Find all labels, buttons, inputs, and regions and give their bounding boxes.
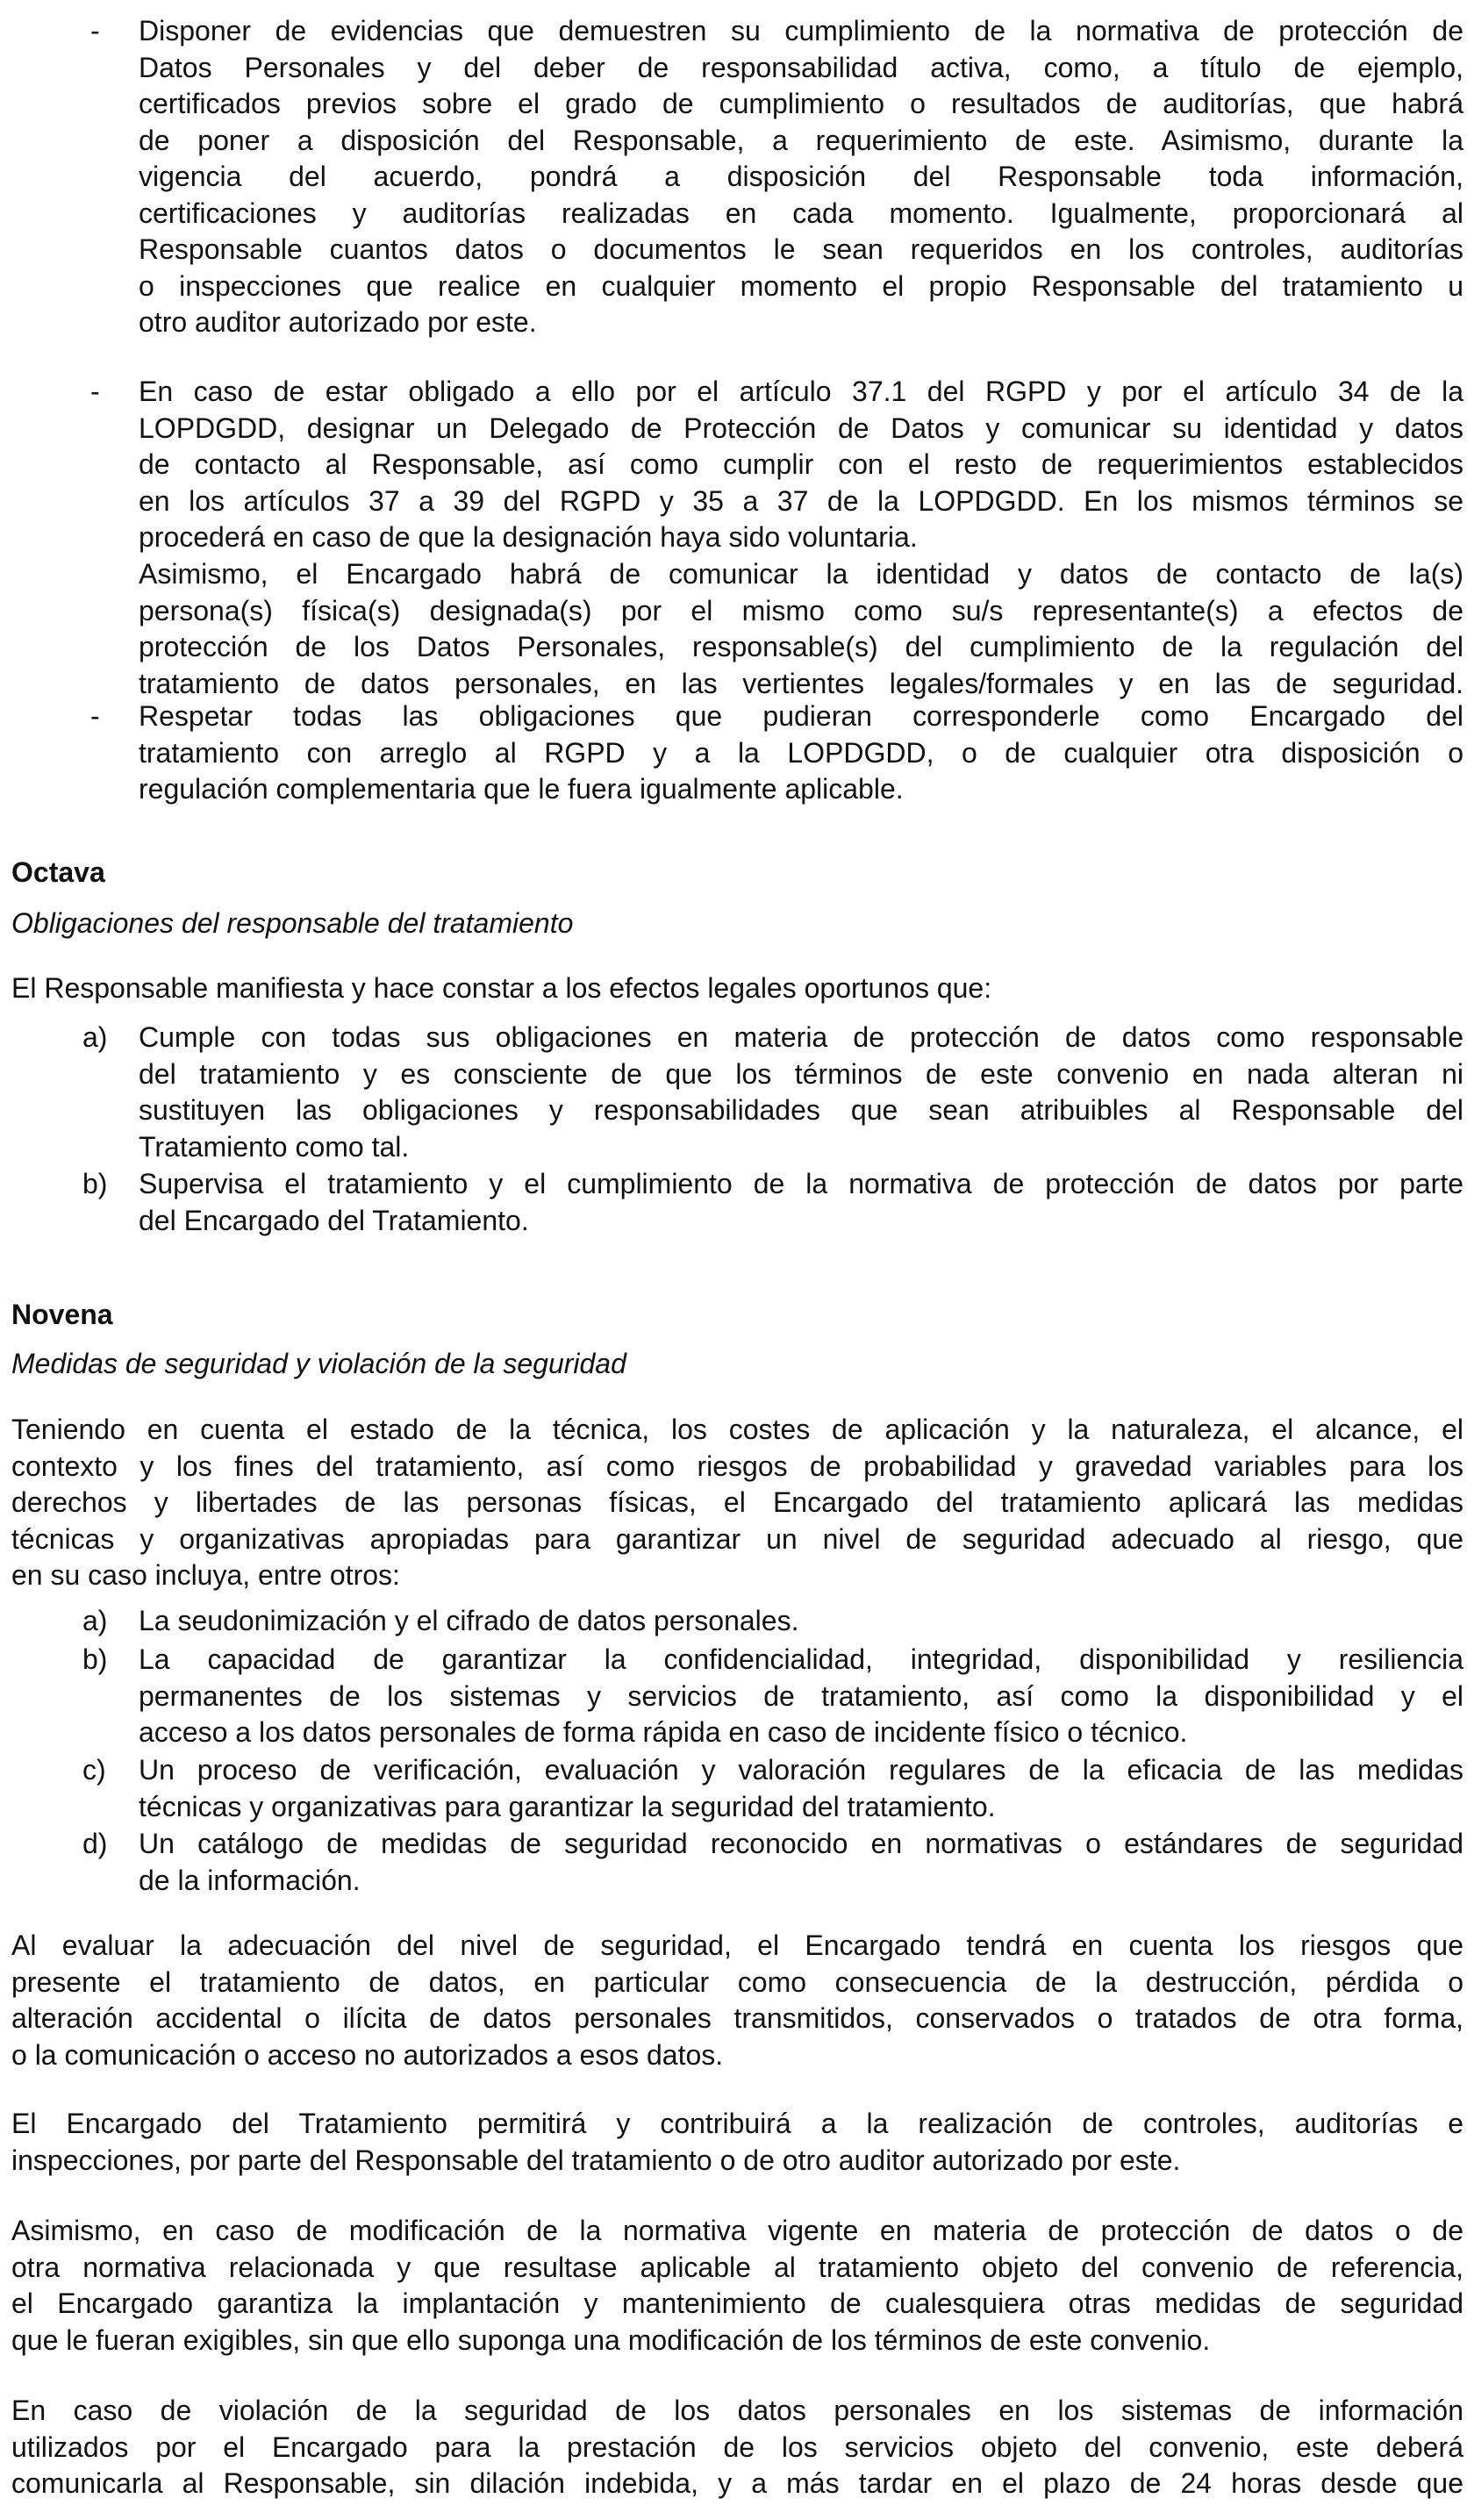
text-line: técnicas y organizativas apropiadas para garantizar un nivel de seguridad adecuado al riesgo, que xyxy=(11,1522,1463,1555)
list-marker: b) xyxy=(82,1643,108,1675)
text-line: contexto y los fines del tratamiento, así como riesgos de probabilidad y gravedad variables para los xyxy=(11,1450,1463,1482)
text-line: permanentes de los sistemas y servicios de tratamiento, así como la disponibilidad y el xyxy=(139,1679,1463,1712)
text-line: certificados previos sobre el grado de cumplimiento o resultados de auditorías, que habrá xyxy=(139,88,1463,119)
text-line: Teniendo en cuenta el estado de la técnica, los costes de aplicación y la naturaleza, el alcance, el xyxy=(11,1414,1463,1445)
paragraph xyxy=(11,2106,1463,2179)
list-marker: a) xyxy=(82,1021,108,1053)
paragraph xyxy=(139,556,1463,702)
text-line: otro auditor autorizado por este. xyxy=(139,306,537,338)
text-line: Disponer de evidencias que demuestren su cumplimiento de la normativa de protección de xyxy=(139,15,1463,47)
list-marker: - xyxy=(90,376,100,407)
text-line: o la comunicación o acceso no autorizados a esos datos. xyxy=(11,2038,724,2071)
text-line: Un proceso de verificación, evaluación y valoración regulares de la eficacia de las medidas xyxy=(139,1754,1463,1786)
text-line: comunicarla al Responsable, sin dilación indebida, y a más tardar en el plazo de 24 horas desde que xyxy=(11,2467,1463,2499)
text-line: El Encargado del Tratamiento permitirá y contribuirá a la realización de controles, auditorías e xyxy=(11,2108,1463,2139)
text-line: Un catálogo de medidas de seguridad reconocido en normativas o estándares de seguridad xyxy=(139,1828,1463,1859)
paragraph xyxy=(11,2393,1463,2502)
text-line: en su caso incluya, entre otros: xyxy=(11,1559,400,1591)
section-subtitle xyxy=(11,906,1463,942)
text-line: Al evaluar la adecuación del nivel de seguridad, el Encargado tendrá en cuenta los riesgos que xyxy=(11,1929,1463,1961)
text-line: Novena xyxy=(11,1299,113,1330)
text-line: procederá en caso de que la designación haya sido voluntaria. xyxy=(139,521,918,553)
text-line: La capacidad de garantizar la confidencialidad, integridad, disponibilidad y resiliencia xyxy=(139,1643,1463,1675)
text-line: Tratamiento como tal. xyxy=(139,1130,410,1163)
text-line: inspecciones, por parte del Responsable del tratamiento o de otro auditor autorizado por este. xyxy=(11,2144,1181,2176)
paragraph xyxy=(11,970,1463,1007)
list-item xyxy=(82,1166,1463,1239)
text-line: Octava xyxy=(11,856,105,888)
text-line: tratamiento de datos personales, en las vertientes legales/formales y en las de seguridad. xyxy=(139,667,1463,699)
text-line: Asimismo, en caso de modificación de la normativa vigente en materia de protección de datos o de xyxy=(11,2215,1463,2246)
text-line: sustituyen las obligaciones y responsabilidades que sean atribuibles al Responsable del xyxy=(139,1094,1463,1126)
text-line: Asimismo, el Encargado habrá de comunicar la identidad y datos de contacto de la(s) xyxy=(139,558,1463,590)
text-line: derechos y libertades de las personas físicas, el Encargado del tratamiento aplicará las medidas xyxy=(11,1486,1463,1518)
list-item xyxy=(90,13,1463,341)
list-item xyxy=(90,374,1463,556)
text-line: vigencia del acuerdo, pondrá a disposición del Responsable toda información, xyxy=(139,161,1463,192)
text-line: técnicas y organizativas para garantizar la seguridad del tratamiento. xyxy=(139,1790,996,1822)
text-line: utilizados por el Encargado para la prestación de los servicios objeto del convenio, este deberá xyxy=(11,2431,1463,2463)
text-line: Datos Personales y del deber de responsabilidad activa, como, a título de ejemplo, xyxy=(139,51,1463,83)
list-item xyxy=(82,1752,1463,1825)
paragraph xyxy=(11,1928,1463,2073)
list-item xyxy=(82,1826,1463,1899)
list-marker: d) xyxy=(82,1828,108,1859)
paragraph xyxy=(11,1412,1463,1594)
section-subtitle xyxy=(11,1346,1463,1383)
text-line: protección de los Datos Personales, responsable(s) del cumplimiento de la regulación del xyxy=(139,631,1463,662)
text-line: del Encargado del Tratamiento. xyxy=(139,1204,529,1236)
text-line: acceso a los datos personales de forma rápida en caso de incidente físico o técnico. xyxy=(139,1716,1188,1748)
text-line: o inspecciones que realice en cualquier momento el propio Responsable del tratamiento u xyxy=(139,269,1463,302)
text-line: Obligaciones del responsable del tratamiento xyxy=(11,907,574,939)
section-heading xyxy=(11,855,1463,891)
paragraph xyxy=(11,2213,1463,2359)
text-line: de contacto al Responsable, así como cumplir con el resto de requerimientos establecidos xyxy=(139,448,1463,480)
list-item xyxy=(90,698,1463,808)
text-line: Responsable cuantos datos o documentos le sean requeridos en los controles, auditorías xyxy=(139,233,1463,265)
text-line: el Encargado garantiza la implantación y mantenimiento de cualesquiera otras medidas de seguridad xyxy=(11,2287,1463,2319)
text-line: Respetar todas las obligaciones que pudieran corresponderle como Encargado del xyxy=(139,700,1463,732)
text-line: En caso de estar obligado a ello por el artículo 37.1 del RGPD y por el artículo 34 de la xyxy=(139,376,1463,407)
text-line: Medidas de seguridad y violación de la seguridad xyxy=(11,1348,626,1379)
list-marker: - xyxy=(90,700,100,732)
text-line: La seudonimización y el cifrado de datos personales. xyxy=(139,1605,799,1636)
text-line: alteración accidental o ilícita de datos personales transmitidos, conservados o tratados de otra forma, xyxy=(11,2002,1463,2034)
text-line: Cumple con todas sus obligaciones en materia de protección de datos como responsable xyxy=(139,1021,1463,1053)
text-line: En caso de violación de la seguridad de los datos personales en los sistemas de información xyxy=(11,2395,1463,2426)
text-line: presente el tratamiento de datos, en particular como consecuencia de la destrucción, pérdida o xyxy=(11,1965,1463,1998)
list-marker: b) xyxy=(82,1168,108,1199)
text-line: regulación complementaria que le fuera igualmente aplicable. xyxy=(139,773,904,805)
list-marker: c) xyxy=(82,1754,106,1786)
text-line: LOPDGDD, designar un Delegado de Protección de Datos y comunicar su identidad y datos xyxy=(139,412,1463,444)
text-line: persona(s) física(s) designada(s) por el mismo como su/s representante(s) a efectos de xyxy=(139,594,1463,626)
text-line: otra normativa relacionada y que resultase aplicable al tratamiento objeto del convenio de referencia, xyxy=(11,2251,1463,2283)
text-line: en los artículos 37 a 39 del RGPD y 35 a 37 de la LOPDGDD. En los mismos términos se xyxy=(139,484,1463,517)
text-line: del tratamiento y es consciente de que los términos de este convenio en nada alteran ni xyxy=(139,1057,1463,1090)
text-line: tratamiento con arreglo al RGPD y a la LOPDGDD, o de cualquier otra disposición o xyxy=(139,736,1463,769)
text-line: certificaciones y auditorías realizadas en cada momento. Igualmente, proporcionará al xyxy=(139,197,1463,229)
text-line: Supervisa el tratamiento y el cumplimiento de la normativa de protección de datos por parte xyxy=(139,1168,1463,1199)
text-line: El Responsable manifiesta y hace constar a los efectos legales oportunos que: xyxy=(11,972,992,1004)
section-heading xyxy=(11,1297,1463,1334)
text-line: de la información. xyxy=(139,1864,361,1896)
list-item xyxy=(82,1020,1463,1165)
list-item xyxy=(82,1603,1463,1640)
text-line: de poner a disposición del Responsable, a requerimiento de este. Asimismo, durante la xyxy=(139,124,1463,156)
list-marker: a) xyxy=(82,1605,108,1636)
list-marker: - xyxy=(90,15,100,47)
text-line: que le fueran exigibles, sin que ello suponga una modificación de los términos de este convenio. xyxy=(11,2323,1211,2356)
list-item xyxy=(82,1642,1463,1751)
